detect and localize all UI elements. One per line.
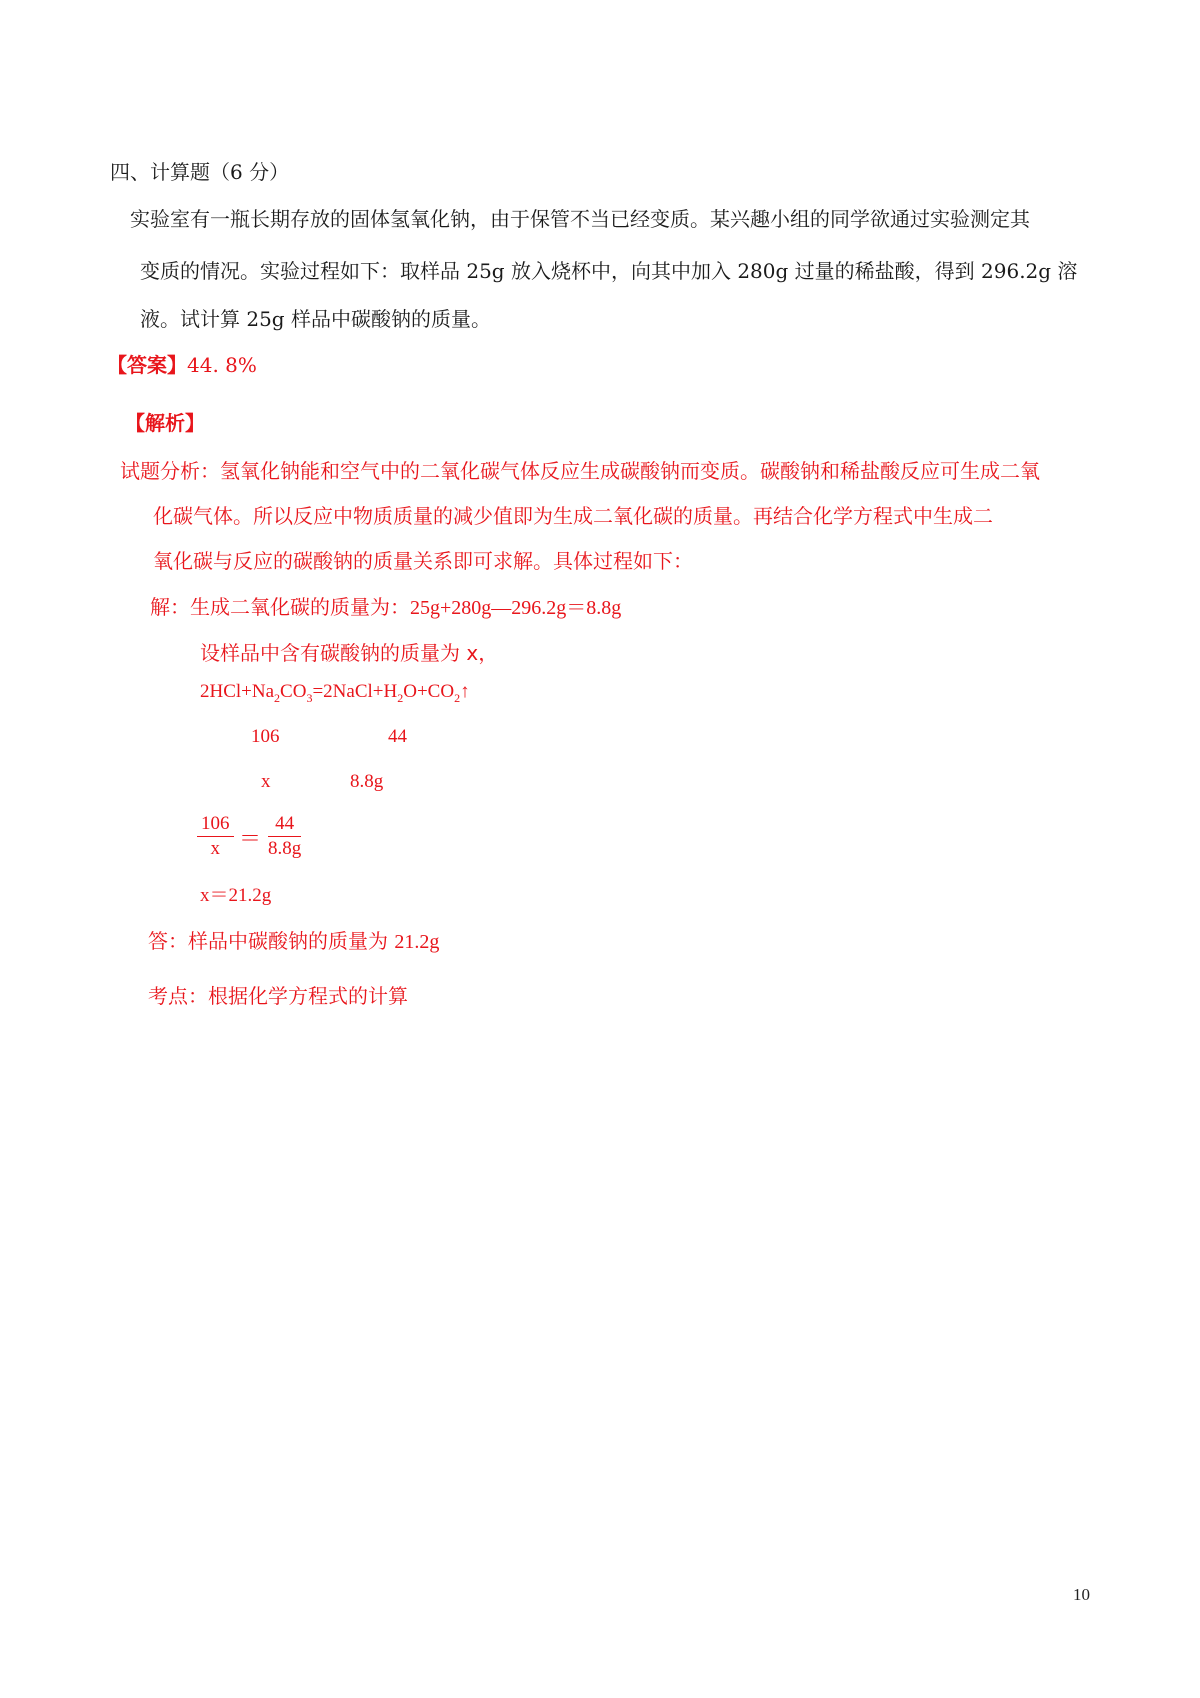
kaodian-label: 考点： — [148, 984, 208, 1008]
fraction-left-numerator: 106 — [197, 812, 234, 837]
fraction-equals: ＝ — [239, 826, 262, 851]
question-line-3: 液。试计算 25g 样品中碳酸钠的质量。 — [140, 307, 491, 331]
question-line-2: 变质的情况。实验过程如下：取样品 25g 放入烧杯中，向其中加入 280g 过量的稀盐酸，得到 296.2g 溶 — [140, 259, 1078, 283]
conclusion-value: 21.2g — [394, 931, 440, 953]
solution-step-1-value: 25g+280g—296.2g＝8.8g — [410, 597, 622, 619]
equation-part-d: O+CO — [403, 681, 455, 702]
ratio-bottom-right: 8.8g — [350, 771, 384, 792]
chemical-equation — [200, 681, 470, 706]
fraction-left — [197, 812, 234, 861]
conclusion-label: 答：样品中碳酸钠的质量为 — [148, 929, 395, 953]
solution-conclusion — [148, 925, 439, 954]
ratio-top-left: 106 — [251, 726, 280, 747]
analysis-label: 【解析】 — [125, 411, 205, 435]
fraction-right-denominator: 8.8g — [268, 838, 302, 859]
fraction-right — [268, 812, 301, 861]
equation-part-e: ↑ — [460, 681, 470, 702]
solution-step-1 — [150, 591, 621, 620]
equation-part-b: CO — [280, 681, 307, 702]
question-line-1: 实验室有一瓶长期存放的固体氢氧化钠，由于保管不当已经变质。某兴趣小组的同学欲通过实验测定其 — [130, 207, 1030, 231]
equation-sub-1: 2 — [274, 690, 281, 705]
equation-sub-2: 3 — [306, 690, 313, 705]
fraction-right-numerator: 44 — [268, 812, 301, 837]
answer-label: 【答案】 — [107, 353, 187, 377]
equation-sub-3: 2 — [397, 690, 404, 705]
solution-step-1-label: 解：生成二氧化碳的质量为： — [150, 595, 410, 619]
ratio-bottom-left: x — [261, 771, 271, 792]
kaodian-text: 根据化学方程式的计算 — [208, 984, 408, 1008]
page-number: 10 — [1073, 1585, 1090, 1604]
solution-step-2: 设样品中含有碳酸钠的质量为 x， — [200, 641, 499, 665]
equation-part-a: 2HCl+Na — [200, 681, 275, 702]
equation-sub-4: 2 — [454, 690, 461, 705]
analysis-line-1: 试题分析：氢氧化钠能和空气中的二氧化碳气体反应生成碳酸钠而变质。碳酸钠和稀盐酸反应可生成二氧 — [120, 459, 1040, 483]
question-title: 四、计算题（6 分） — [110, 160, 290, 184]
analysis-line-3: 氧化碳与反应的碳酸钠的质量关系即可求解。具体过程如下： — [153, 549, 693, 573]
ratio-top-right: 44 — [388, 726, 407, 747]
fraction-left-denominator: x — [210, 838, 220, 859]
analysis-line-2: 化碳气体。所以反应中物质质量的减少值即为生成二氧化碳的质量。再结合化学方程式中生成二 — [153, 504, 993, 528]
kaodian — [148, 980, 408, 1009]
answer-value: 44. 8% — [187, 353, 257, 377]
solution-result: x＝21.2g — [200, 885, 272, 906]
equation-part-c: =2NaCl+H — [312, 681, 398, 702]
answer-block — [107, 349, 257, 378]
